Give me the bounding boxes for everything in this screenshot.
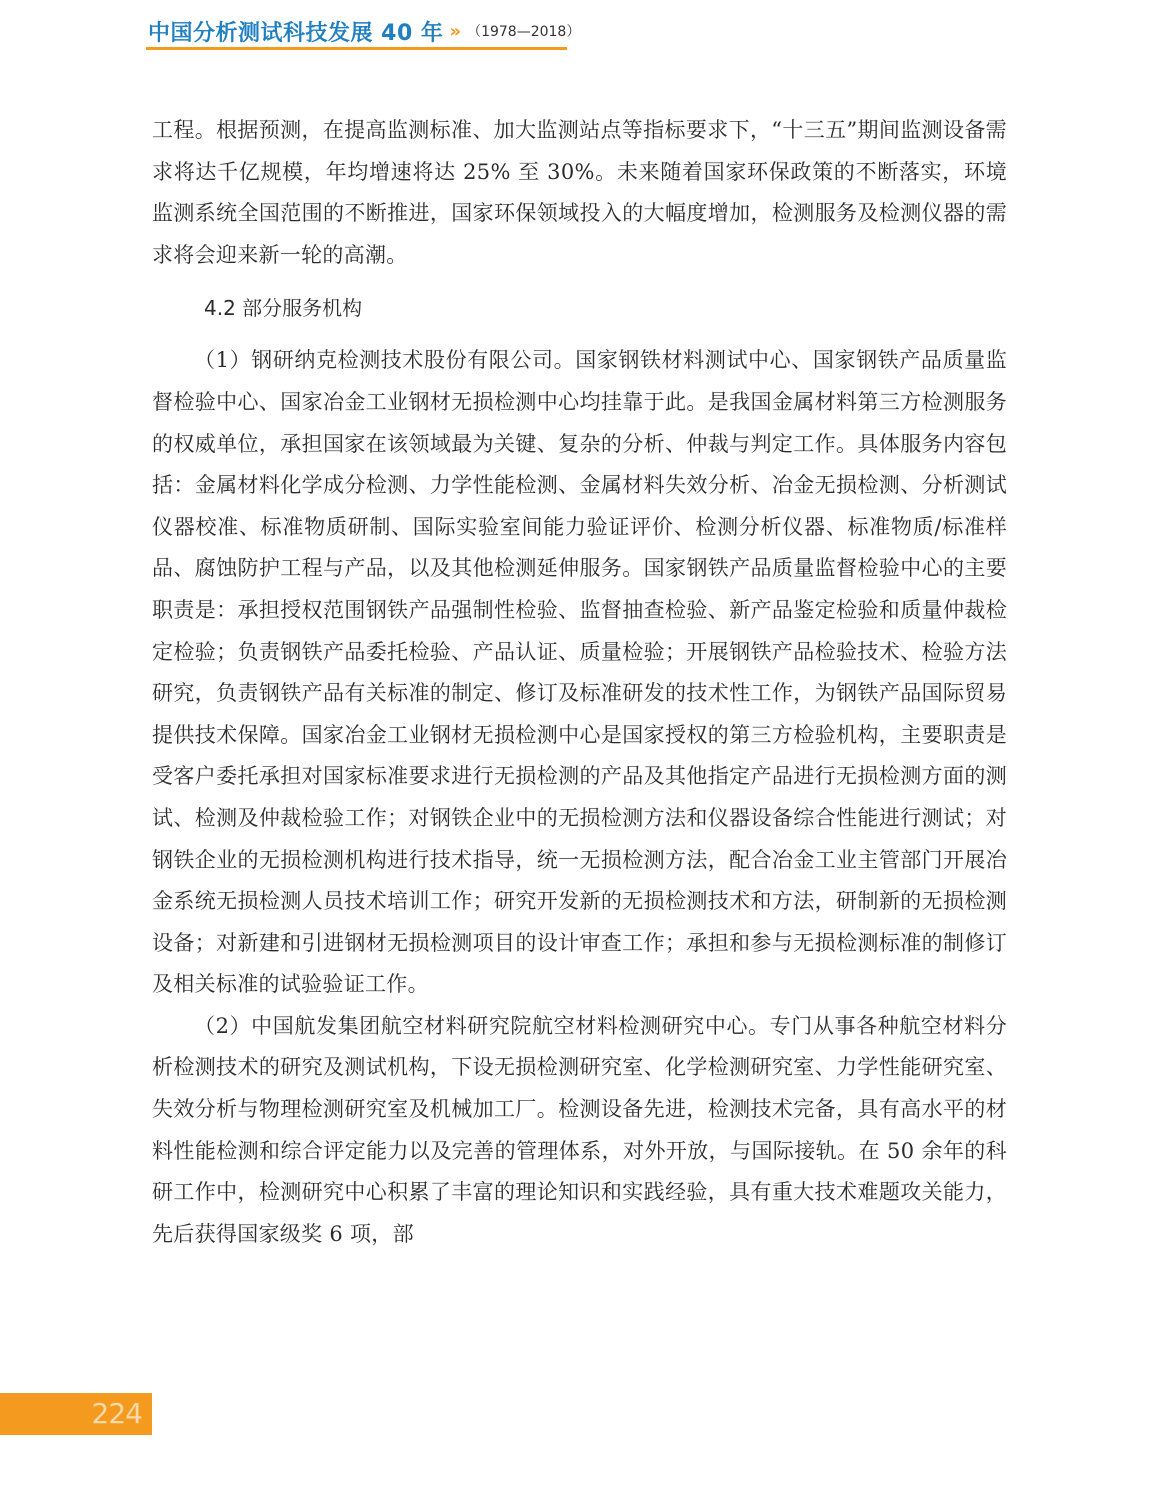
paragraph-continuation: 工程。根据预测，在提高监测标准、加大监测站点等指标要求下，“十三五”期间监测设备需求将达千亿规模，年均增速将达 25% 至 30%。未来随着国家环保政策的不断落实，环境监测系统全国范围的不断推进，国家环保领域投入的大幅度增加，检测服务及检测仪器的需求将会迎来新一轮的高潮。: [152, 118, 1007, 267]
year-range: （1978—2018）: [467, 24, 581, 40]
page-number: 224: [91, 1397, 142, 1430]
running-header: [148, 14, 580, 48]
section-heading: 4.2 部分服务机构: [204, 296, 363, 321]
header-divider: [146, 47, 567, 50]
book-title: 中国分析测试科技发展 40 年: [148, 20, 444, 46]
paragraph-1: （1）钢研纳克检测技术股份有限公司。国家钢铁材料测试中心、国家钢铁产品质量监督检验中心、国家冶金工业钢材无损检测中心均挂靠于此。是我国金属材料第三方检测服务的权威单位，承担国家在该领域最为关键、复杂的分析、仲裁与判定工作。具体服务内容包括：金属材料化学成分检测、力学性能检测、金属材料失效分析、冶金无损检测、分析测试仪器校准、标准物质研制、国际实验室间能力验证评价、检测分析仪器、标准物质/标准样品、腐蚀防护工程与产品，以及其他检测延伸服务。国家钢铁产品质量监督检验中心的主要职责是：承担授权范围钢铁产品强制性检验、监督抽查检验、新产品鉴定检验和质量仲裁检定检验；负责钢铁产品委托检验、产品认证、质量检验；开展钢铁产品检验技术、检验方法研究，负责钢铁产品有关标准的制定、修订及标准研发的技术性工作，为钢铁产品国际贸易提供技术保障。国家冶金工业钢材无损检测中心是国家授权的第三方检验机构，主要职责是受客户委托承担对国家标准要求进行无损检测的产品及其他指定产品进行无损检测方面的测试、检测及仲裁检验工作；对钢铁企业中的无损检测方法和仪器设备综合性能进行测试；对钢铁企业的无损检测机构进行技术指导，统一无损检测方法，配合冶金工业主管部门开展冶金系统无损检测人员技术培训工作；研究开发新的无损检测技术和方法，研制新的无损检测设备；对新建和引进钢材无损检测项目的设计审查工作；承担和参与无损检测标准的制修订及相关标准的试验验证工作。: [152, 348, 1007, 997]
double-chevron-icon: »: [449, 20, 462, 42]
paragraph-2: （2）中国航发集团航空材料研究院航空材料检测研究中心。专门从事各种航空材料分析检测技术的研究及测试机构，下设无损检测研究室、化学检测研究室、力学性能研究室、失效分析与物理检测研究室及机械加工厂。检测设备先进，检测技术完备，具有高水平的材料性能检测和综合评定能力以及完善的管理体系，对外开放，与国际接轨。在 50 余年的科研工作中，检测研究中心积累了丰富的理论知识和实践经验，具有重大技术难题攻关能力，先后获得国家级奖 6 项，部: [152, 1013, 1007, 1246]
page-body: [152, 110, 1007, 1255]
page-number-tab: [0, 1393, 152, 1435]
